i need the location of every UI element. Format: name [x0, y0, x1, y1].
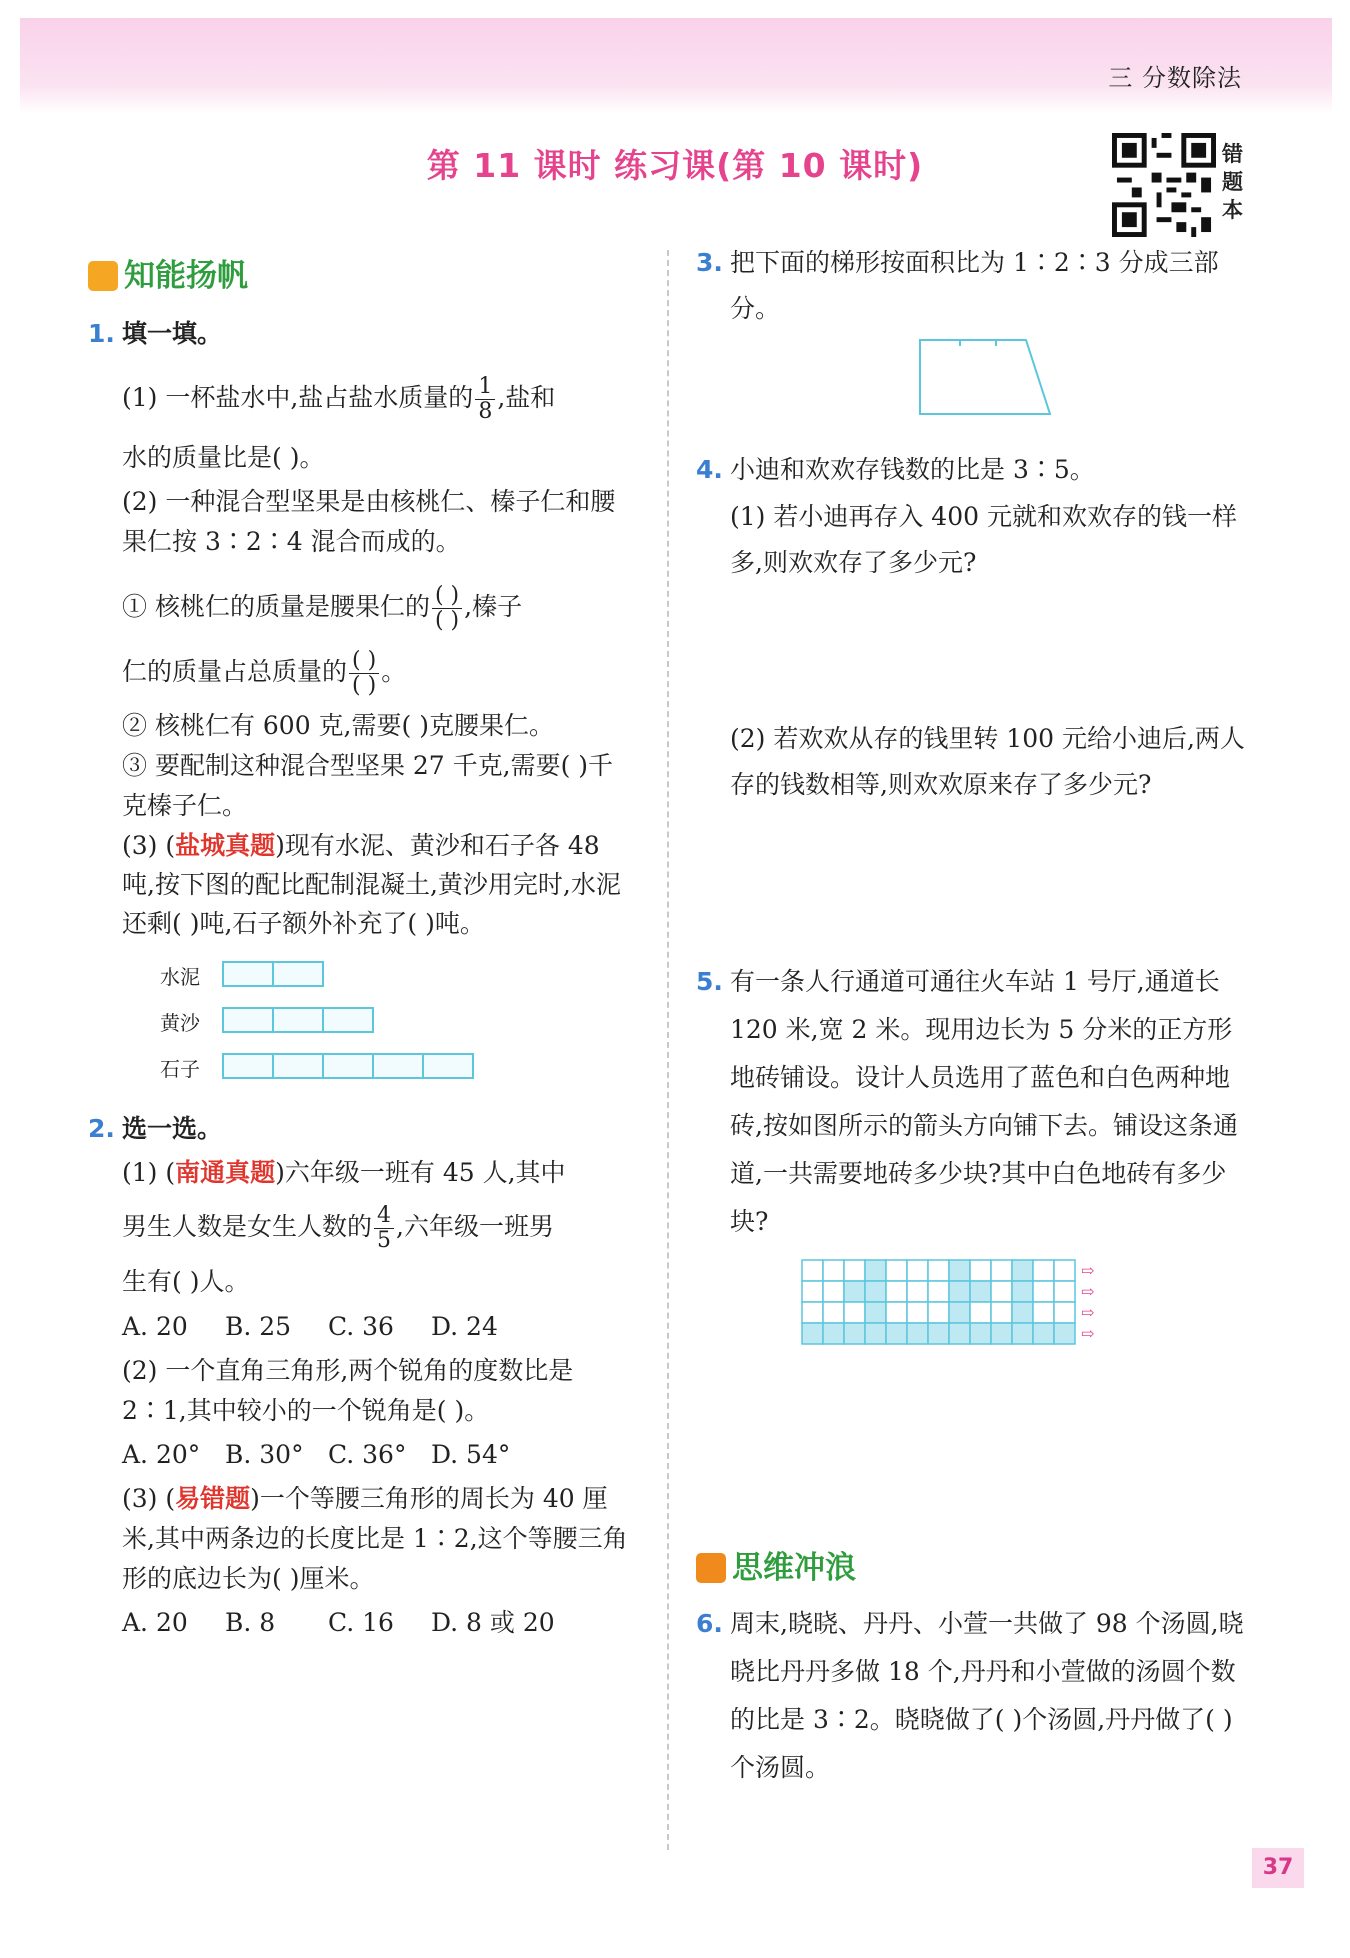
question-number: 1. — [88, 319, 115, 348]
question-6 — [696, 1600, 1256, 1792]
option[interactable]: C. 36 — [328, 1312, 394, 1341]
tile — [886, 1260, 907, 1281]
tile — [907, 1323, 928, 1344]
option[interactable]: D. 8 或 20 — [431, 1608, 555, 1637]
tile — [928, 1323, 949, 1344]
tile — [844, 1281, 865, 1302]
q1-part1-end: 水的质量比是( )。 — [122, 443, 325, 472]
question-5 — [696, 958, 1256, 1246]
q1-part2-2: ② 核桃仁有 600 克,需要( )克腰果仁。 — [122, 711, 554, 740]
section-title: 知能扬帆 — [124, 258, 248, 294]
tile — [1012, 1281, 1033, 1302]
q1-text: (1) 一杯盐水中,盐占盐水质量的 — [122, 383, 474, 412]
arrow-icon: ⇨ — [1081, 1324, 1095, 1343]
denominator: ( ) — [352, 673, 377, 698]
tile — [991, 1281, 1012, 1302]
arrow-icon: ⇨ — [1081, 1261, 1095, 1280]
answer-space[interactable] — [696, 808, 1256, 958]
question-number: 5. — [696, 967, 723, 996]
section-title: 思维冲浪 — [732, 1550, 856, 1586]
tile — [1012, 1302, 1033, 1323]
option[interactable]: B. 25 — [225, 1312, 292, 1341]
tile — [907, 1281, 928, 1302]
bar-label: 黄沙 — [160, 1011, 200, 1035]
option[interactable]: D. 24 — [431, 1312, 498, 1341]
tile — [949, 1302, 970, 1323]
sail-icon — [88, 261, 118, 291]
tile — [949, 1323, 970, 1344]
option[interactable]: B. 30° — [225, 1440, 304, 1469]
section-heading — [88, 248, 638, 304]
q1-text: )现有水泥、黄沙和石子各 48 吨,按下图的配比配制混凝土,黄沙用完时,水泥还剩( )吨,石子额外补充了( )吨。 — [122, 831, 621, 938]
question-1 — [88, 310, 638, 358]
options-3 — [88, 1599, 638, 1647]
option[interactable]: A. 20 — [122, 1312, 188, 1341]
question-2 — [88, 1105, 638, 1153]
tile — [802, 1323, 823, 1344]
tile — [1033, 1281, 1054, 1302]
q2-part2: (2) 一个直角三角形,两个锐角的度数比是 2∶1,其中较小的一个锐角是( )。 — [122, 1356, 574, 1425]
page-number: 37 — [1252, 1848, 1304, 1888]
options-1 — [88, 1303, 638, 1351]
denominator: 8 — [478, 399, 493, 424]
option[interactable]: D. 54° — [431, 1440, 511, 1469]
question-number: 6. — [696, 1609, 723, 1638]
bar-row — [222, 1053, 472, 1079]
chapter-label: 三 分数除法 — [1108, 64, 1242, 92]
question-number: 3. — [696, 248, 723, 277]
tile — [1033, 1323, 1054, 1344]
q1-text: (3) ( — [122, 831, 176, 860]
numerator: 1 — [475, 375, 495, 400]
tile — [823, 1281, 844, 1302]
q1-part1 — [88, 370, 638, 426]
options-2 — [88, 1431, 638, 1479]
qr-code-icon[interactable] — [1112, 133, 1216, 237]
tile-grid-figure — [696, 1254, 1256, 1374]
tile — [991, 1302, 1012, 1323]
option[interactable]: A. 20° — [122, 1440, 201, 1469]
fraction — [374, 1204, 394, 1253]
tile — [844, 1323, 865, 1344]
qr-label: 错题本 — [1222, 142, 1243, 222]
tile — [928, 1302, 949, 1323]
numerator: ( ) — [432, 584, 462, 609]
wave-icon — [696, 1553, 726, 1583]
question-4 — [696, 446, 1256, 494]
blank-fraction[interactable] — [432, 584, 462, 633]
question-text: 周末,晓晓、丹丹、小萱一共做了 98 个汤圆,晓晓比丹丹多做 18 个,丹丹和小萱做的汤圆个数的比是 3∶2。晓晓做了( )个汤圆,丹丹做了( )个汤圆。 — [730, 1609, 1244, 1782]
answer-space[interactable] — [696, 586, 1256, 716]
tile — [970, 1302, 991, 1323]
bar-label: 水泥 — [160, 965, 200, 989]
answer-space[interactable] — [696, 1390, 1256, 1540]
question-number: 2. — [88, 1114, 115, 1143]
section-heading — [696, 1540, 1256, 1596]
q2-text: )六年级一班有 45 人,其中 — [275, 1158, 566, 1187]
q1-part2-1 — [88, 576, 638, 638]
option[interactable]: A. 20 — [122, 1608, 188, 1637]
q2-text: ,六年级一班男 — [396, 1212, 554, 1241]
source-tag: 南通真题 — [175, 1158, 276, 1187]
tile — [970, 1281, 991, 1302]
q2-part1c: 生有( )人。 — [122, 1267, 250, 1296]
arrow-icon: ⇨ — [1081, 1303, 1095, 1322]
denominator: ( ) — [434, 608, 460, 633]
tile — [865, 1323, 886, 1344]
tile — [1054, 1260, 1075, 1281]
trapezoid-figure — [696, 332, 1256, 428]
tile — [1054, 1323, 1075, 1344]
bar-label: 石子 — [160, 1057, 200, 1081]
tile — [802, 1281, 823, 1302]
question-text: 把下面的梯形按面积比为 1∶2∶3 分成三部分。 — [730, 248, 1219, 323]
numerator: ( ) — [349, 649, 379, 674]
q1-text: 仁的质量占总质量的 — [122, 657, 348, 686]
question-heading: 填一填。 — [122, 319, 223, 348]
tile — [823, 1323, 844, 1344]
option[interactable]: C. 36° — [328, 1440, 407, 1469]
numerator: 4 — [374, 1204, 394, 1229]
q2-part1: (1) (南通真题)六年级一班有 45 人,其中 — [122, 1158, 566, 1187]
question-text: 小迪和欢欢存钱数的比是 3∶5。 — [730, 455, 1095, 484]
left-column — [88, 248, 638, 1647]
arrow-icon: ⇨ — [1081, 1282, 1095, 1301]
tile — [970, 1260, 991, 1281]
tile — [844, 1302, 865, 1323]
tile — [991, 1323, 1012, 1344]
question-text: 有一条人行通道可通往火车站 1 号厅,通道长 120 米,宽 2 米。现用边长为 5 分米的正方形地砖铺设。设计人员选用了蓝色和白色两种地砖,按如图所示的箭头方向铺下去。铺设这条通道,一共需要地砖多少块?其中白色地砖有多少块? — [730, 967, 1238, 1236]
question-3 — [696, 240, 1256, 332]
tile — [991, 1260, 1012, 1281]
option[interactable]: C. 16 — [328, 1608, 394, 1637]
page-title: 第 11 课时 练习课(第 10 课时) — [426, 146, 924, 185]
tile — [1012, 1260, 1033, 1281]
option[interactable]: B. 8 — [225, 1608, 276, 1637]
tile — [802, 1302, 823, 1323]
q1-text: ,榛子 — [464, 592, 523, 621]
q1-part2-1b — [88, 638, 638, 706]
tile — [865, 1302, 886, 1323]
bar-row — [222, 961, 322, 987]
tile — [907, 1260, 928, 1281]
tile — [1054, 1302, 1075, 1323]
tile — [886, 1302, 907, 1323]
tile — [865, 1281, 886, 1302]
fraction — [475, 375, 495, 424]
tile — [949, 1281, 970, 1302]
tile — [802, 1260, 823, 1281]
tile — [928, 1281, 949, 1302]
source-tag: 盐城真题 — [175, 831, 276, 860]
right-column — [696, 240, 1256, 1792]
tile — [844, 1260, 865, 1281]
q1-text: ① 核桃仁的质量是腰果仁的 — [122, 592, 430, 621]
tile — [970, 1323, 991, 1344]
bar-row — [222, 1007, 372, 1033]
tile — [823, 1302, 844, 1323]
q1-part3 — [88, 826, 638, 943]
denominator: 5 — [377, 1228, 392, 1253]
question-number: 4. — [696, 455, 723, 484]
q2-text: )一个等腰三角形的周长为 40 厘米,其中两条边的长度比是 1∶2,这个等腰三角形的底边长为( )厘米。 — [122, 1484, 628, 1593]
q2-part3: (3) (易错题)一个等腰三角形的周长为 40 厘米,其中两条边的长度比是 1∶2,这个等腰三角形的底边长为( )厘米。 — [122, 1484, 628, 1593]
q4-part2: (2) 若欢欢从存的钱里转 100 元给小迪后,两人存的钱数相等,则欢欢原来存了多少元? — [730, 724, 1245, 799]
source-tag: 易错题 — [175, 1484, 251, 1513]
q2-text: 男生人数是女生人数的 — [122, 1212, 373, 1241]
q4-part1: (1) 若小迪再存入 400 元就和欢欢存的钱一样多,则欢欢存了多少元? — [730, 502, 1237, 577]
q1-part2-3: ③ 要配制这种混合型坚果 27 千克,需要( )千克榛子仁。 — [122, 751, 614, 820]
tile — [886, 1323, 907, 1344]
tile — [823, 1260, 844, 1281]
q1-text: 。 — [381, 657, 407, 686]
q1-text: ,盐和 — [497, 383, 556, 412]
q2-part1b — [88, 1193, 638, 1261]
tile — [1033, 1302, 1054, 1323]
question-heading: 选一选。 — [122, 1114, 223, 1143]
tile — [907, 1302, 928, 1323]
ratio-bar-diagram — [122, 953, 638, 1113]
tile — [949, 1260, 970, 1281]
q1-part2: (2) 一种混合型坚果是由核桃仁、榛子仁和腰果仁按 3∶2∶4 混合而成的。 — [122, 487, 616, 556]
tile — [865, 1260, 886, 1281]
column-divider — [667, 250, 669, 1850]
tile — [1012, 1323, 1033, 1344]
tile — [1033, 1260, 1054, 1281]
blank-fraction[interactable] — [349, 649, 379, 698]
tile — [886, 1281, 907, 1302]
tile — [928, 1260, 949, 1281]
tile — [1054, 1281, 1075, 1302]
